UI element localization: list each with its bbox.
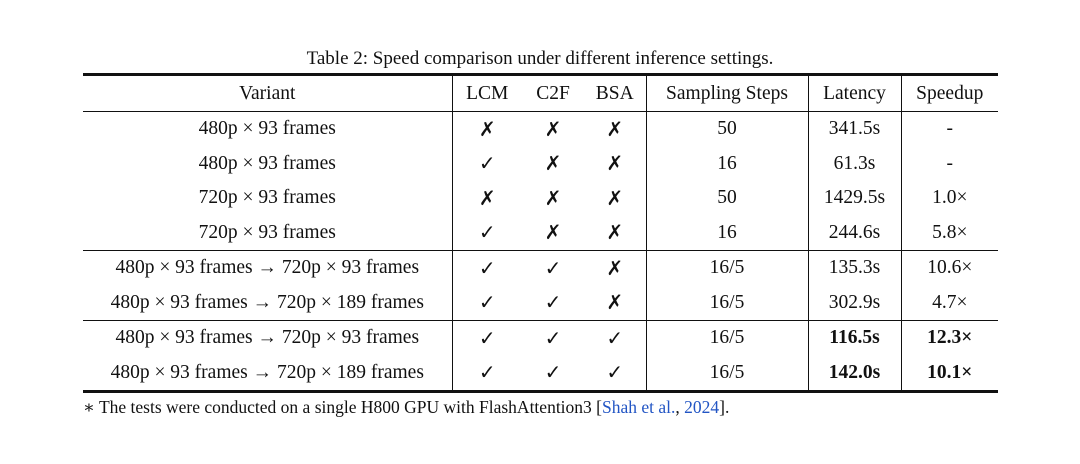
steps-cell: 16/5	[646, 251, 808, 286]
citation-separator: ,	[675, 397, 685, 417]
speedup-cell: -	[946, 152, 953, 174]
c2f-mark: ✓	[522, 321, 584, 356]
variant-cell: 480p × 93 frames	[83, 147, 452, 182]
speed-comparison-table	[83, 73, 998, 393]
header-sampling-steps: Sampling Steps	[646, 75, 808, 112]
bsa-mark: ✗	[584, 286, 646, 321]
speedup-cell: 5.8×	[932, 221, 968, 243]
table-row	[83, 321, 998, 356]
bsa-mark: ✗	[584, 112, 646, 147]
variant-cell: 480p × 93 frames → 720p × 189 frames	[83, 356, 452, 392]
latency-cell: 1429.5s	[808, 181, 901, 216]
header-row	[83, 75, 998, 112]
lcm-mark: ✓	[452, 321, 522, 356]
steps-cell: 16	[646, 216, 808, 251]
c2f-mark: ✗	[544, 118, 562, 141]
steps-cell: 16	[646, 147, 808, 182]
lcm-mark: ✓	[478, 153, 496, 176]
speedup-cell: 10.6×	[901, 251, 998, 286]
steps-cell: 16/5	[646, 356, 808, 392]
lcm-mark: ✓	[478, 292, 496, 315]
variant-cell: 720p × 93 frames	[83, 181, 452, 216]
c2f-mark: ✓	[522, 251, 584, 286]
speedup-cell-best: 10.1×	[927, 361, 973, 383]
table-row	[83, 112, 998, 147]
c2f-mark: ✓	[544, 292, 562, 315]
latency-cell: 302.9s	[808, 286, 901, 321]
c2f-mark: ✗	[544, 153, 562, 176]
table-row	[83, 147, 998, 182]
steps-cell: 16/5	[646, 286, 808, 321]
lcm-mark: ✓	[478, 222, 496, 245]
table-footnote	[83, 395, 729, 419]
header-latency: Latency	[808, 75, 901, 112]
latency-cell: 244.6s	[808, 216, 901, 251]
bsa-mark: ✗	[584, 251, 646, 286]
header-c2f: C2F	[522, 75, 584, 112]
table-grid	[83, 73, 998, 393]
variant-cell: 480p × 93 frames → 720p × 189 frames	[83, 286, 452, 321]
footnote-text: ∗ The tests were conducted on a single H800 GPU with FlashAttention3 [	[83, 397, 602, 417]
steps-cell: 50	[646, 181, 808, 216]
table-row	[83, 216, 998, 251]
citation-author-link[interactable]: Shah et al.	[602, 397, 676, 417]
latency-cell-best: 142.0s	[808, 356, 901, 392]
steps-cell: 16/5	[646, 321, 808, 356]
header-speedup: Speedup	[901, 75, 998, 112]
variant-cell: 720p × 93 frames	[83, 216, 452, 251]
header-bsa: BSA	[584, 75, 646, 112]
table-row	[83, 251, 998, 286]
bsa-mark: ✗	[584, 147, 646, 182]
lcm-mark: ✗	[478, 187, 496, 210]
speedup-cell: 1.0×	[932, 187, 968, 209]
c2f-mark: ✗	[544, 222, 562, 245]
latency-cell: 135.3s	[808, 251, 901, 286]
latency-cell-best: 116.5s	[808, 321, 901, 356]
lcm-mark: ✗	[478, 118, 496, 141]
table-row	[83, 286, 998, 321]
speedup-cell: -	[946, 118, 953, 140]
steps-cell: 50	[646, 112, 808, 147]
c2f-mark: ✗	[544, 187, 562, 210]
table-caption: Table 2: Speed comparison under different inference settings.	[306, 48, 774, 69]
citation-year-link[interactable]: 2024	[684, 397, 720, 417]
bsa-mark: ✓	[584, 321, 646, 356]
footnote-end: ].	[719, 397, 730, 417]
c2f-mark: ✓	[544, 362, 562, 385]
variant-cell: 480p × 93 frames → 720p × 93 frames	[83, 321, 452, 356]
table-row	[83, 356, 998, 392]
speedup-cell-best: 12.3×	[901, 321, 998, 356]
latency-cell: 341.5s	[808, 112, 901, 147]
header-lcm: LCM	[452, 75, 522, 112]
latency-cell: 61.3s	[808, 147, 901, 182]
header-variant: Variant	[83, 75, 452, 112]
lcm-mark: ✓	[478, 362, 496, 385]
lcm-mark: ✓	[452, 251, 522, 286]
variant-cell: 480p × 93 frames → 720p × 93 frames	[83, 251, 452, 286]
variant-cell: 480p × 93 frames	[83, 112, 452, 147]
bsa-mark: ✗	[584, 181, 646, 216]
table-row	[83, 181, 998, 216]
speedup-cell: 4.7×	[932, 291, 968, 313]
bsa-mark: ✓	[584, 356, 646, 392]
bsa-mark: ✗	[584, 216, 646, 251]
